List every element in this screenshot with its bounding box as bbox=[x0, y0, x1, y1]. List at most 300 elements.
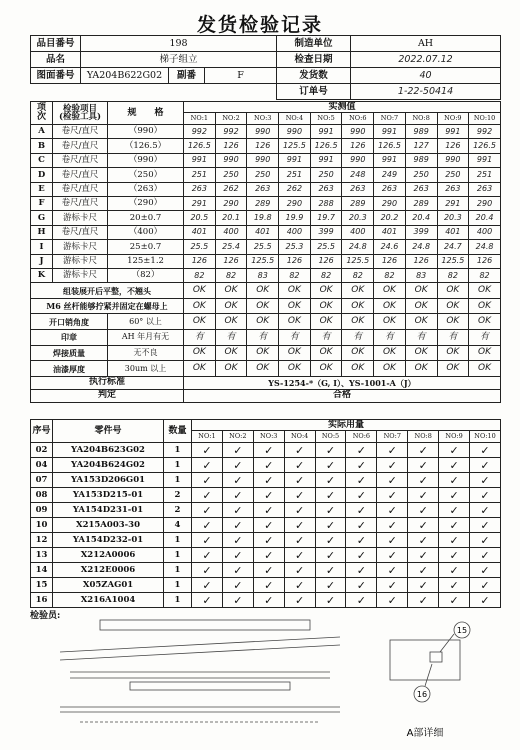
check-mark: ✓ bbox=[408, 578, 439, 593]
check-result: 有 bbox=[279, 330, 311, 346]
part-qty: 1 bbox=[164, 443, 192, 458]
check-mark: ✓ bbox=[192, 503, 223, 518]
check-mark: ✓ bbox=[470, 518, 501, 533]
check-result: OK bbox=[184, 314, 216, 330]
part-seq: 13 bbox=[31, 548, 53, 563]
row-tool: 卷尺/直尺 bbox=[53, 182, 108, 196]
check-mark: ✓ bbox=[377, 503, 408, 518]
measured-value: 19.7 bbox=[310, 211, 342, 225]
sample-header: NO:10 bbox=[470, 431, 501, 443]
check-mark: ✓ bbox=[346, 488, 377, 503]
name-label: 品名 bbox=[31, 52, 81, 68]
check-result: OK bbox=[279, 283, 311, 299]
measured-value: 24.8 bbox=[469, 240, 501, 254]
measured-value: 992 bbox=[469, 125, 501, 139]
check-mark: ✓ bbox=[408, 488, 439, 503]
check-mark: ✓ bbox=[408, 563, 439, 578]
check-mark: ✓ bbox=[222, 533, 253, 548]
check-result: OK bbox=[215, 298, 247, 314]
drawing-frame-top bbox=[100, 620, 310, 630]
check-mark: ✓ bbox=[192, 593, 223, 608]
check-mark: ✓ bbox=[346, 578, 377, 593]
measured-value: 291 bbox=[437, 196, 469, 210]
check-result: OK bbox=[184, 345, 216, 361]
check-mark: ✓ bbox=[315, 518, 346, 533]
check-spec: 无不良 bbox=[108, 345, 184, 361]
measured-value: 82 bbox=[310, 268, 342, 282]
check-mark: ✓ bbox=[439, 443, 470, 458]
maker-label: 制造单位 bbox=[277, 36, 351, 52]
measured-value: 126 bbox=[184, 254, 216, 268]
check-mark: ✓ bbox=[284, 488, 315, 503]
measured-value: 992 bbox=[184, 125, 216, 139]
measured-value: 19.8 bbox=[247, 211, 279, 225]
measured-value: 290 bbox=[279, 196, 311, 210]
order-no-value: 1-22-50414 bbox=[351, 84, 501, 100]
check-mark: ✓ bbox=[346, 443, 377, 458]
measured-value: 990 bbox=[215, 153, 247, 167]
measured-value: 401 bbox=[374, 225, 406, 239]
check-label: 焊接质量 bbox=[31, 345, 108, 361]
row-spec: （250） bbox=[108, 168, 184, 182]
part-seq: 07 bbox=[31, 473, 53, 488]
visual-check-row bbox=[31, 345, 501, 361]
row-tool: 游标卡尺 bbox=[53, 211, 108, 225]
measured-value: 25.3 bbox=[279, 240, 311, 254]
check-mark: ✓ bbox=[192, 533, 223, 548]
judge-value: 合格 bbox=[184, 389, 501, 402]
measured-value: 992 bbox=[215, 125, 247, 139]
check-result: OK bbox=[437, 283, 469, 299]
measured-value: 262 bbox=[215, 182, 247, 196]
check-result: OK bbox=[342, 361, 374, 377]
check-mark: ✓ bbox=[253, 488, 284, 503]
sample-header: NO:5 bbox=[315, 431, 346, 443]
check-mark: ✓ bbox=[222, 503, 253, 518]
measured-value: 289 bbox=[247, 196, 279, 210]
measured-value: 400 bbox=[342, 225, 374, 239]
measured-value: 401 bbox=[247, 225, 279, 239]
measured-value: 990 bbox=[279, 125, 311, 139]
measured-value: 399 bbox=[405, 225, 437, 239]
check-result: 有 bbox=[215, 330, 247, 346]
check-mark: ✓ bbox=[284, 563, 315, 578]
check-mark: ✓ bbox=[315, 563, 346, 578]
col-seq-header: 序号 bbox=[31, 420, 53, 443]
measured-value: 24.8 bbox=[405, 240, 437, 254]
check-result: OK bbox=[247, 345, 279, 361]
check-mark: ✓ bbox=[222, 473, 253, 488]
check-label: 组装展开后平整，不翘头 bbox=[31, 283, 184, 299]
measured-value: 990 bbox=[437, 153, 469, 167]
sample-header: NO:4 bbox=[279, 113, 311, 125]
measured-value: 250 bbox=[215, 168, 247, 182]
part-row bbox=[31, 473, 501, 488]
check-result: OK bbox=[215, 361, 247, 377]
check-mark: ✓ bbox=[192, 548, 223, 563]
part-row bbox=[31, 533, 501, 548]
check-result: OK bbox=[279, 298, 311, 314]
check-mark: ✓ bbox=[470, 593, 501, 608]
check-result: OK bbox=[437, 298, 469, 314]
part-seq: 02 bbox=[31, 443, 53, 458]
sample-header: NO:2 bbox=[215, 113, 247, 125]
measured-value: 83 bbox=[405, 268, 437, 282]
check-mark: ✓ bbox=[377, 548, 408, 563]
check-mark: ✓ bbox=[346, 563, 377, 578]
check-mark: ✓ bbox=[284, 518, 315, 533]
check-result: OK bbox=[405, 283, 437, 299]
check-mark: ✓ bbox=[222, 563, 253, 578]
row-tool: 游标卡尺 bbox=[53, 254, 108, 268]
measured-value: 990 bbox=[247, 153, 279, 167]
check-result: OK bbox=[469, 345, 501, 361]
callout-15-leader bbox=[440, 634, 454, 652]
check-mark: ✓ bbox=[253, 458, 284, 473]
check-label: 印章 bbox=[31, 330, 108, 346]
sample-header: NO:9 bbox=[439, 431, 470, 443]
check-result: OK bbox=[184, 298, 216, 314]
measure-row bbox=[31, 240, 501, 254]
check-result: OK bbox=[469, 298, 501, 314]
check-mark: ✓ bbox=[470, 578, 501, 593]
measured-value: 126 bbox=[215, 254, 247, 268]
measured-value: 20.5 bbox=[184, 211, 216, 225]
check-mark: ✓ bbox=[408, 593, 439, 608]
drawing-rail-1 bbox=[60, 637, 340, 652]
check-mark: ✓ bbox=[284, 578, 315, 593]
measured-value: 249 bbox=[374, 168, 406, 182]
col-check-header-line2: (检验工具) bbox=[58, 112, 102, 122]
ship-qty-value: 40 bbox=[351, 68, 501, 84]
check-mark: ✓ bbox=[253, 443, 284, 458]
part-seq: 14 bbox=[31, 563, 53, 578]
check-result: OK bbox=[374, 298, 406, 314]
check-mark: ✓ bbox=[439, 533, 470, 548]
visual-check-row bbox=[31, 330, 501, 346]
check-mark: ✓ bbox=[284, 473, 315, 488]
part-row bbox=[31, 578, 501, 593]
part-number: X212E0006 bbox=[53, 563, 164, 578]
parts-table bbox=[30, 419, 501, 608]
check-mark: ✓ bbox=[346, 503, 377, 518]
check-mark: ✓ bbox=[284, 443, 315, 458]
check-mark: ✓ bbox=[192, 518, 223, 533]
check-mark: ✓ bbox=[439, 548, 470, 563]
part-seq: 16 bbox=[31, 593, 53, 608]
measured-value: 20.4 bbox=[469, 211, 501, 225]
check-result: OK bbox=[374, 361, 406, 377]
check-mark: ✓ bbox=[253, 473, 284, 488]
part-no-label: 品目番号 bbox=[31, 36, 81, 52]
col-item-header bbox=[31, 102, 53, 125]
check-mark: ✓ bbox=[377, 593, 408, 608]
callout-15: 15 bbox=[456, 626, 468, 635]
check-result: OK bbox=[247, 283, 279, 299]
check-result: OK bbox=[342, 283, 374, 299]
check-result: OK bbox=[310, 361, 342, 377]
measured-value: 250 bbox=[437, 168, 469, 182]
check-result: OK bbox=[374, 314, 406, 330]
measured-value: 126 bbox=[342, 139, 374, 153]
check-result: OK bbox=[279, 314, 311, 330]
check-result: OK bbox=[405, 298, 437, 314]
check-mark: ✓ bbox=[439, 563, 470, 578]
measured-value: 401 bbox=[437, 225, 469, 239]
measured-value: 20.4 bbox=[405, 211, 437, 225]
check-result: OK bbox=[469, 361, 501, 377]
part-row bbox=[31, 458, 501, 473]
measured-value: 24.7 bbox=[437, 240, 469, 254]
check-result: OK bbox=[215, 345, 247, 361]
check-mark: ✓ bbox=[470, 443, 501, 458]
check-mark: ✓ bbox=[346, 593, 377, 608]
measured-value: 991 bbox=[469, 153, 501, 167]
check-mark: ✓ bbox=[470, 503, 501, 518]
measured-value: 289 bbox=[342, 196, 374, 210]
measured-value: 263 bbox=[342, 182, 374, 196]
part-qty: 1 bbox=[164, 533, 192, 548]
check-mark: ✓ bbox=[439, 473, 470, 488]
measured-value: 251 bbox=[279, 168, 311, 182]
check-mark: ✓ bbox=[470, 563, 501, 578]
row-tool: 卷尺/直尺 bbox=[53, 125, 108, 139]
check-mark: ✓ bbox=[253, 533, 284, 548]
check-result: OK bbox=[437, 361, 469, 377]
check-mark: ✓ bbox=[346, 518, 377, 533]
measured-value: 125.5 bbox=[247, 254, 279, 268]
check-mark: ✓ bbox=[346, 533, 377, 548]
sample-header: NO:1 bbox=[184, 113, 216, 125]
inspection-table bbox=[30, 101, 501, 403]
check-result: OK bbox=[469, 314, 501, 330]
check-mark: ✓ bbox=[377, 443, 408, 458]
check-mark: ✓ bbox=[253, 503, 284, 518]
check-mark: ✓ bbox=[192, 563, 223, 578]
part-number: YA204B623G02 bbox=[53, 443, 164, 458]
part-number: X216A1004 bbox=[53, 593, 164, 608]
check-mark: ✓ bbox=[192, 458, 223, 473]
part-row bbox=[31, 488, 501, 503]
part-seq: 08 bbox=[31, 488, 53, 503]
check-mark: ✓ bbox=[377, 518, 408, 533]
measured-value: 126 bbox=[374, 254, 406, 268]
sub-no-value: F bbox=[205, 68, 277, 84]
check-mark: ✓ bbox=[439, 578, 470, 593]
measured-value: 126 bbox=[405, 254, 437, 268]
drawing-detail-box bbox=[390, 640, 460, 680]
check-mark: ✓ bbox=[192, 473, 223, 488]
check-mark: ✓ bbox=[253, 593, 284, 608]
measured-value: 991 bbox=[310, 125, 342, 139]
check-result: OK bbox=[310, 283, 342, 299]
measure-row bbox=[31, 268, 501, 282]
row-id: C bbox=[31, 153, 53, 167]
check-mark: ✓ bbox=[470, 548, 501, 563]
check-mark: ✓ bbox=[315, 503, 346, 518]
measured-value: 400 bbox=[469, 225, 501, 239]
part-qty: 4 bbox=[164, 518, 192, 533]
visual-check-row bbox=[31, 361, 501, 377]
check-result: OK bbox=[247, 361, 279, 377]
part-number: X215A003-30 bbox=[53, 518, 164, 533]
measured-value: 248 bbox=[342, 168, 374, 182]
col-item-header-line1: 项 bbox=[36, 103, 46, 113]
check-mark: ✓ bbox=[439, 593, 470, 608]
sub-no-label: 副番 bbox=[169, 68, 205, 84]
measured-value: 290 bbox=[215, 196, 247, 210]
measured-value: 127 bbox=[405, 139, 437, 153]
measured-value: 288 bbox=[310, 196, 342, 210]
check-mark: ✓ bbox=[315, 548, 346, 563]
check-mark: ✓ bbox=[346, 548, 377, 563]
part-qty: 1 bbox=[164, 593, 192, 608]
part-number: YA154D231-01 bbox=[53, 503, 164, 518]
sample-header: NO:1 bbox=[192, 431, 223, 443]
col-used-header: 实际用量 bbox=[192, 420, 501, 431]
part-seq: 09 bbox=[31, 503, 53, 518]
part-number: YA153D215-01 bbox=[53, 488, 164, 503]
sample-header: NO:3 bbox=[247, 113, 279, 125]
check-mark: ✓ bbox=[253, 578, 284, 593]
row-id: E bbox=[31, 182, 53, 196]
part-qty: 1 bbox=[164, 548, 192, 563]
row-spec: （990） bbox=[108, 125, 184, 139]
measured-value: 991 bbox=[184, 153, 216, 167]
col-measured-header: 实测值 bbox=[184, 102, 501, 113]
row-spec: 20±0.7 bbox=[108, 211, 184, 225]
check-mark: ✓ bbox=[222, 518, 253, 533]
visual-check-row bbox=[31, 314, 501, 330]
check-label: 油漆厚度 bbox=[31, 361, 108, 377]
sample-header: NO:4 bbox=[284, 431, 315, 443]
measure-row bbox=[31, 211, 501, 225]
check-spec: AH 年月有无 bbox=[108, 330, 184, 346]
drawing-frame-mid bbox=[130, 682, 290, 690]
measured-value: 126.5 bbox=[469, 139, 501, 153]
check-mark: ✓ bbox=[284, 458, 315, 473]
sample-header: NO:10 bbox=[469, 113, 501, 125]
check-result: OK bbox=[247, 314, 279, 330]
sample-header: NO:5 bbox=[310, 113, 342, 125]
check-result: OK bbox=[310, 298, 342, 314]
part-seq: 12 bbox=[31, 533, 53, 548]
part-qty: 1 bbox=[164, 563, 192, 578]
check-mark: ✓ bbox=[408, 473, 439, 488]
measured-value: 20.3 bbox=[437, 211, 469, 225]
row-id: J bbox=[31, 254, 53, 268]
row-spec: （990） bbox=[108, 153, 184, 167]
row-tool: 卷尺/直尺 bbox=[53, 196, 108, 210]
check-spec: 30um 以上 bbox=[108, 361, 184, 377]
check-result: OK bbox=[279, 361, 311, 377]
check-mark: ✓ bbox=[284, 593, 315, 608]
check-mark: ✓ bbox=[222, 458, 253, 473]
check-mark: ✓ bbox=[377, 473, 408, 488]
name-value: 梯子组立 bbox=[81, 52, 277, 68]
row-id: G bbox=[31, 211, 53, 225]
part-row bbox=[31, 563, 501, 578]
measured-value: 126 bbox=[310, 254, 342, 268]
measured-value: 400 bbox=[279, 225, 311, 239]
measured-value: 126.5 bbox=[184, 139, 216, 153]
callout-16-leader bbox=[425, 664, 432, 686]
row-tool: 游标卡尺 bbox=[53, 268, 108, 282]
measured-value: 290 bbox=[469, 196, 501, 210]
measured-value: 126 bbox=[469, 254, 501, 268]
part-qty: 2 bbox=[164, 488, 192, 503]
check-mark: ✓ bbox=[470, 533, 501, 548]
check-mark: ✓ bbox=[192, 578, 223, 593]
measured-value: 126 bbox=[437, 139, 469, 153]
check-result: OK bbox=[279, 345, 311, 361]
measured-value: 263 bbox=[437, 182, 469, 196]
part-seq: 15 bbox=[31, 578, 53, 593]
row-id: F bbox=[31, 196, 53, 210]
check-mark: ✓ bbox=[222, 578, 253, 593]
col-check-header bbox=[53, 102, 108, 125]
part-qty: 1 bbox=[164, 458, 192, 473]
check-mark: ✓ bbox=[470, 488, 501, 503]
measured-value: 263 bbox=[310, 182, 342, 196]
check-result: 有 bbox=[374, 330, 406, 346]
sample-header: NO:6 bbox=[342, 113, 374, 125]
check-date-label: 检查日期 bbox=[277, 52, 351, 68]
measure-row bbox=[31, 153, 501, 167]
check-mark: ✓ bbox=[315, 533, 346, 548]
inspector-label: 检验员: bbox=[30, 611, 61, 621]
page-title: 发货检验记录 bbox=[196, 14, 323, 36]
row-id: I bbox=[31, 240, 53, 254]
measured-value: 125.5 bbox=[342, 254, 374, 268]
part-qty: 1 bbox=[164, 473, 192, 488]
check-mark: ✓ bbox=[470, 458, 501, 473]
check-result: OK bbox=[437, 314, 469, 330]
measured-value: 991 bbox=[279, 153, 311, 167]
sample-header: NO:7 bbox=[374, 113, 406, 125]
check-mark: ✓ bbox=[315, 488, 346, 503]
drawing-no-value: YA204B622G02 bbox=[81, 68, 169, 84]
row-spec: （82） bbox=[108, 268, 184, 282]
check-result: OK bbox=[437, 345, 469, 361]
measured-value: 126.5 bbox=[310, 139, 342, 153]
check-result: OK bbox=[469, 283, 501, 299]
check-result: 有 bbox=[437, 330, 469, 346]
measured-value: 126.5 bbox=[374, 139, 406, 153]
row-id: B bbox=[31, 139, 53, 153]
check-mark: ✓ bbox=[408, 503, 439, 518]
check-mark: ✓ bbox=[408, 443, 439, 458]
judge-label: 判定 bbox=[31, 389, 184, 402]
check-result: OK bbox=[215, 314, 247, 330]
check-result: OK bbox=[184, 283, 216, 299]
check-result: OK bbox=[342, 314, 374, 330]
check-result: OK bbox=[247, 298, 279, 314]
row-id: D bbox=[31, 168, 53, 182]
check-mark: ✓ bbox=[408, 518, 439, 533]
measured-value: 25.5 bbox=[184, 240, 216, 254]
measured-value: 82 bbox=[469, 268, 501, 282]
check-mark: ✓ bbox=[470, 473, 501, 488]
measured-value: 20.2 bbox=[374, 211, 406, 225]
check-result: OK bbox=[405, 314, 437, 330]
order-no-label: 订单号 bbox=[277, 84, 351, 100]
check-result: OK bbox=[184, 361, 216, 377]
measured-value: 289 bbox=[405, 196, 437, 210]
check-result: 有 bbox=[469, 330, 501, 346]
check-result: OK bbox=[342, 298, 374, 314]
measured-value: 125.5 bbox=[279, 139, 311, 153]
